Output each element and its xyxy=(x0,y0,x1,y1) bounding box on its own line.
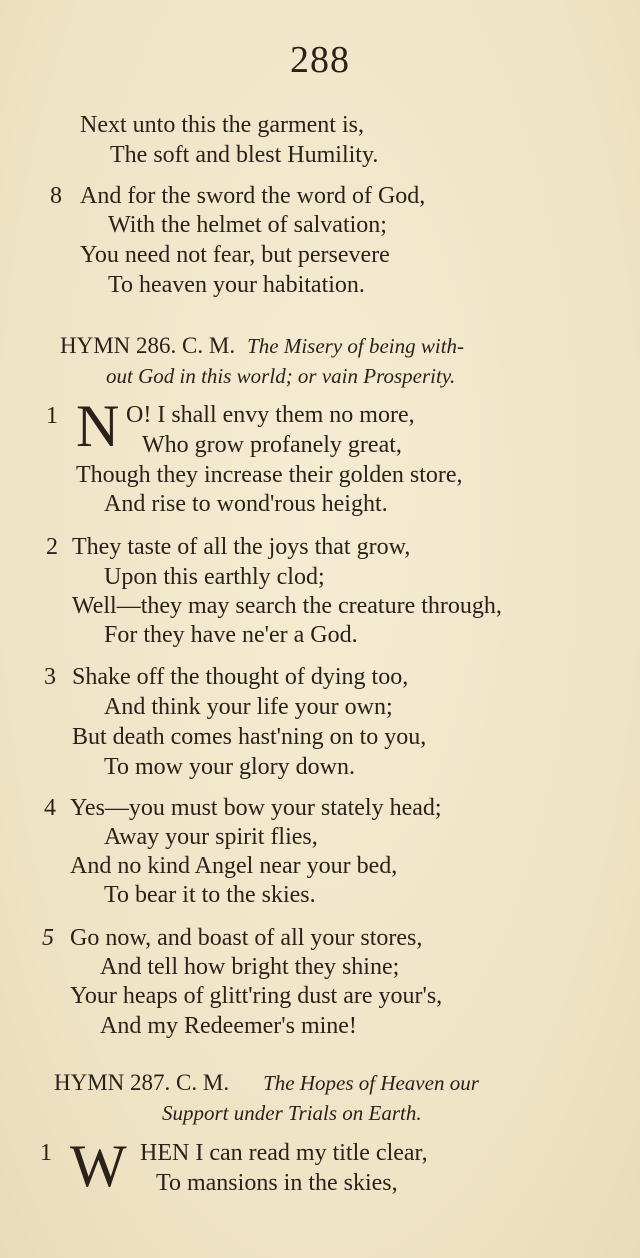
stanza-number: 5 xyxy=(42,925,54,951)
verse-line: Go now, and boast of all your stores, xyxy=(70,925,423,951)
stanza-number: 2 xyxy=(46,534,58,560)
verse-line: With the helmet of salvation; xyxy=(108,212,387,238)
verse-line: Away your spirit flies, xyxy=(104,824,318,850)
hymn-subtitle: out God in this world; or vain Prosperity. xyxy=(106,364,456,388)
verse-line: Who grow profanely great, xyxy=(142,432,402,458)
hymn-subtitle: Support under Trials on Earth. xyxy=(162,1101,422,1125)
verse-line: Next unto this the garment is, xyxy=(80,112,364,138)
hymn-number: HYMN 286. C. M. xyxy=(60,333,236,358)
verse-line: To bear it to the skies. xyxy=(104,882,316,908)
verse-line: To mow your glory down. xyxy=(104,754,355,780)
hymn-heading xyxy=(54,1070,479,1096)
stanza-number: 3 xyxy=(44,664,56,690)
hymn-number: HYMN 287. C. M. xyxy=(54,1070,230,1095)
verse-line: And for the sword the word of God, xyxy=(80,183,426,209)
stanza-number: 4 xyxy=(44,795,56,821)
verse-line: You need not fear, but persevere xyxy=(80,242,390,268)
verse-line: Your heaps of glitt'ring dust are your's, xyxy=(70,983,443,1009)
hymn-subtitle: The Misery of being with- xyxy=(247,334,465,358)
stanza-number: 8 xyxy=(50,183,62,209)
hymn-heading xyxy=(60,333,464,359)
verse-line: The soft and blest Humility. xyxy=(110,142,379,168)
verse-line: Upon this earthly clod; xyxy=(104,564,325,590)
stanza-number: 1 xyxy=(40,1140,52,1166)
verse-line: And no kind Angel near your bed, xyxy=(70,853,398,879)
verse-line: And rise to wond'rous height. xyxy=(104,491,388,517)
drop-cap: N xyxy=(76,393,120,459)
verse-line: To heaven your habitation. xyxy=(108,272,365,298)
verse-line: For they have ne'er a God. xyxy=(104,622,358,648)
verse-line: And tell how bright they shine; xyxy=(100,954,400,980)
verse-line: Yes—you must bow your stately head; xyxy=(70,795,442,821)
hymn-subtitle: The Hopes of Heaven our xyxy=(263,1071,479,1095)
verse-line: And my Redeemer's mine! xyxy=(100,1013,357,1039)
verse-line: They taste of all the joys that grow, xyxy=(72,534,411,560)
verse-line: And think your life your own; xyxy=(104,694,393,720)
verse-line: HEN I can read my title clear, xyxy=(140,1140,428,1166)
verse-line: Shake off the thought of dying too, xyxy=(72,664,409,690)
verse-line: O! I shall envy them no more, xyxy=(126,402,415,428)
verse-line: Well—they may search the creature through, xyxy=(72,593,502,619)
verse-line: To mansions in the skies, xyxy=(156,1170,398,1196)
verse-line: Though they increase their golden store, xyxy=(76,462,463,488)
drop-cap: W xyxy=(70,1133,127,1199)
verse-line: But death comes hast'ning on to you, xyxy=(72,724,427,750)
stanza-number: 1 xyxy=(46,403,58,429)
page-number: 288 xyxy=(290,39,350,81)
